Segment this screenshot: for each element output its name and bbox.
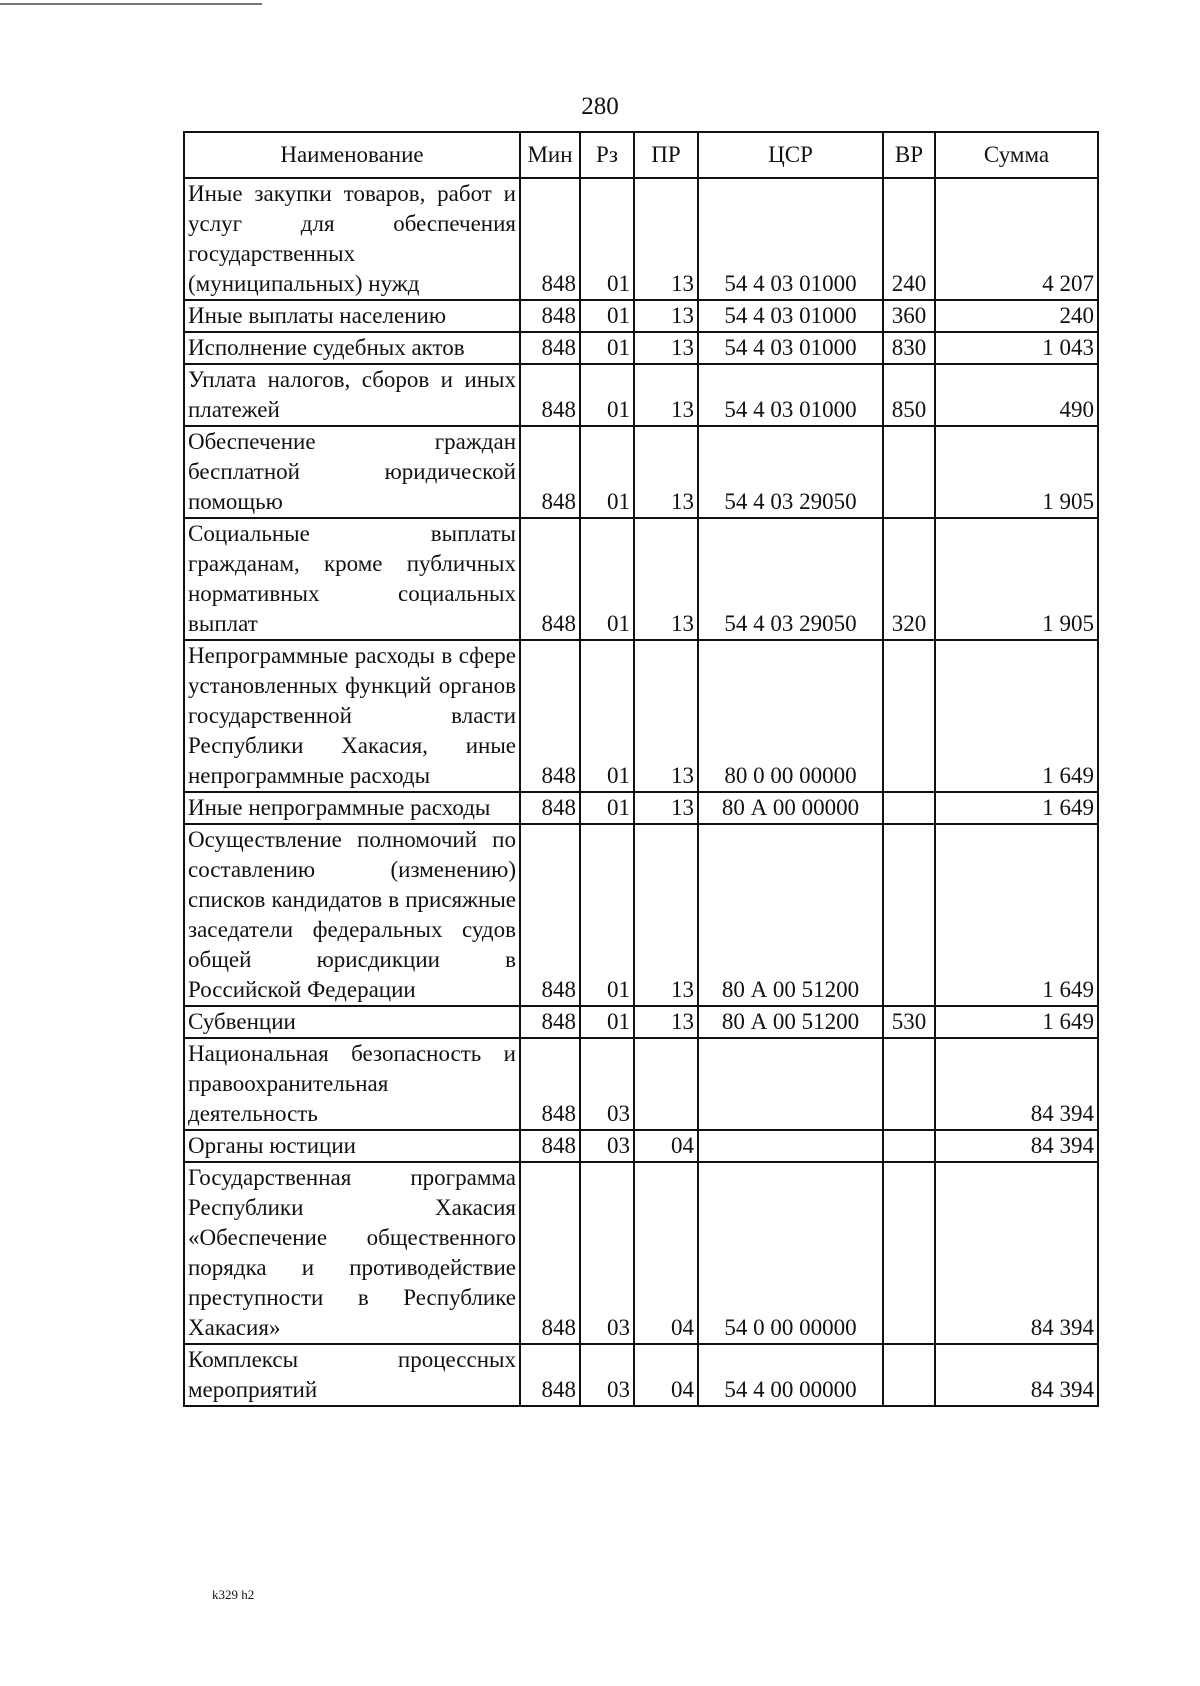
row-pr: 13: [634, 178, 698, 300]
row-csr: 80 0 00 00000: [698, 640, 883, 792]
table-row: [184, 332, 1098, 364]
row-name: Комплексы процессных мероприятий: [184, 1344, 520, 1406]
row-name: Социальные выплаты гражданам, кроме публичных нормативных социальных выплат: [184, 518, 520, 640]
row-rz: 01: [580, 824, 634, 1006]
row-vr: [883, 1162, 935, 1344]
row-sum: 84 394: [935, 1162, 1098, 1344]
table-row: [184, 426, 1098, 518]
header-rz: Рз: [580, 132, 634, 178]
row-rz: 01: [580, 300, 634, 332]
row-csr: 54 4 00 00000: [698, 1344, 883, 1406]
table-row: [184, 364, 1098, 426]
row-csr: 54 4 03 01000: [698, 178, 883, 300]
footer-code: k329 h2: [212, 1587, 255, 1602]
row-pr: 13: [634, 824, 698, 1006]
row-pr: 13: [634, 426, 698, 518]
header-sum: Сумма: [935, 132, 1098, 178]
row-rz: 01: [580, 792, 634, 824]
header-name: Наименование: [184, 132, 520, 178]
row-csr: 80 А 00 51200: [698, 1006, 883, 1038]
row-vr: [883, 1130, 935, 1162]
table-row: [184, 792, 1098, 824]
table-row: [184, 178, 1098, 300]
row-sum: 4 207: [935, 178, 1098, 300]
row-sum: 1 043: [935, 332, 1098, 364]
row-min: 848: [520, 1038, 580, 1130]
table-row: [184, 1344, 1098, 1406]
row-rz: 01: [580, 364, 634, 426]
header-min: Мин: [520, 132, 580, 178]
row-pr: 13: [634, 518, 698, 640]
table-row: [184, 1162, 1098, 1344]
row-rz: 01: [580, 518, 634, 640]
row-rz: 01: [580, 640, 634, 792]
row-min: 848: [520, 178, 580, 300]
row-rz: 01: [580, 426, 634, 518]
row-min: 848: [520, 364, 580, 426]
row-pr: 13: [634, 792, 698, 824]
row-name: Исполнение судебных актов: [184, 332, 520, 364]
header-pr: ПР: [634, 132, 698, 178]
row-csr: 54 0 00 00000: [698, 1162, 883, 1344]
row-csr: 54 4 03 01000: [698, 364, 883, 426]
row-name: Осуществление полномочий по составлению (изменению) списков кандидатов в присяжные заседатели федеральных судов общей юрисдикции в Российской Федерации: [184, 824, 520, 1006]
row-rz: 03: [580, 1162, 634, 1344]
row-pr: [634, 1038, 698, 1130]
row-rz: 01: [580, 178, 634, 300]
row-vr: [883, 640, 935, 792]
page-number: 280: [581, 93, 619, 120]
table-body: [184, 178, 1098, 1406]
row-vr: 850: [883, 364, 935, 426]
row-name: Обеспечение граждан бесплатной юридической помощью: [184, 426, 520, 518]
row-min: 848: [520, 824, 580, 1006]
row-csr: 54 4 03 01000: [698, 332, 883, 364]
row-min: 848: [520, 1162, 580, 1344]
row-sum: 490: [935, 364, 1098, 426]
table-row: [184, 1038, 1098, 1130]
row-min: 848: [520, 640, 580, 792]
row-pr: 04: [634, 1130, 698, 1162]
row-pr: 13: [634, 364, 698, 426]
row-vr: [883, 792, 935, 824]
table-row: [184, 640, 1098, 792]
table-row: [184, 1006, 1098, 1038]
row-vr: 240: [883, 178, 935, 300]
table-row: [184, 1130, 1098, 1162]
row-name: Уплата налогов, сборов и иных платежей: [184, 364, 520, 426]
row-name: Субвенции: [184, 1006, 520, 1038]
row-name: Органы юстиции: [184, 1130, 520, 1162]
row-min: 848: [520, 1344, 580, 1406]
row-pr: 04: [634, 1344, 698, 1406]
row-pr: 13: [634, 300, 698, 332]
row-sum: 1 649: [935, 1006, 1098, 1038]
row-sum: 84 394: [935, 1038, 1098, 1130]
row-pr: 13: [634, 640, 698, 792]
row-csr: [698, 1038, 883, 1130]
header-row: [184, 132, 1098, 178]
header-vr: ВР: [883, 132, 935, 178]
table-row: [184, 518, 1098, 640]
row-csr: 54 4 03 29050: [698, 426, 883, 518]
row-min: 848: [520, 332, 580, 364]
table-header: [184, 132, 1098, 178]
row-min: 848: [520, 1130, 580, 1162]
header-csr: ЦСР: [698, 132, 883, 178]
row-csr: 80 А 00 51200: [698, 824, 883, 1006]
row-csr: 80 А 00 00000: [698, 792, 883, 824]
budget-table: [183, 131, 1099, 1407]
row-name: Иные закупки товаров, работ и услуг для обеспечения государственных (муниципальных) нужд: [184, 178, 520, 300]
row-name: Иные непрограммные расходы: [184, 792, 520, 824]
row-sum: 240: [935, 300, 1098, 332]
row-pr: 13: [634, 332, 698, 364]
row-vr: 830: [883, 332, 935, 364]
row-csr: [698, 1130, 883, 1162]
row-vr: [883, 1344, 935, 1406]
row-min: 848: [520, 300, 580, 332]
row-sum: 84 394: [935, 1130, 1098, 1162]
row-min: 848: [520, 1006, 580, 1038]
row-vr: 320: [883, 518, 935, 640]
row-rz: 03: [580, 1344, 634, 1406]
table-row: [184, 824, 1098, 1006]
row-pr: 04: [634, 1162, 698, 1344]
row-vr: [883, 1038, 935, 1130]
row-vr: [883, 824, 935, 1006]
row-rz: 03: [580, 1038, 634, 1130]
row-sum: 1 649: [935, 640, 1098, 792]
table-row: [184, 300, 1098, 332]
row-vr: [883, 426, 935, 518]
row-rz: 01: [580, 332, 634, 364]
row-name: Иные выплаты населению: [184, 300, 520, 332]
row-sum: 1 905: [935, 518, 1098, 640]
row-csr: 54 4 03 29050: [698, 518, 883, 640]
row-name: Государственная программа Республики Хакасия «Обеспечение общественного порядка и противодействие преступности в Республике Хакасия»: [184, 1162, 520, 1344]
row-name: Национальная безопасность и правоохранительная деятельность: [184, 1038, 520, 1130]
row-rz: 03: [580, 1130, 634, 1162]
row-min: 848: [520, 518, 580, 640]
row-name: Непрограммные расходы в сфере установленных функций органов государственной власти Республики Хакасия, иные непрограммные расходы: [184, 640, 520, 792]
row-sum: 84 394: [935, 1344, 1098, 1406]
row-min: 848: [520, 426, 580, 518]
scan-edge-rule: [0, 3, 262, 5]
row-sum: 1 905: [935, 426, 1098, 518]
row-csr: 54 4 03 01000: [698, 300, 883, 332]
row-min: 848: [520, 792, 580, 824]
row-vr: 530: [883, 1006, 935, 1038]
row-pr: 13: [634, 1006, 698, 1038]
row-vr: 360: [883, 300, 935, 332]
row-rz: 01: [580, 1006, 634, 1038]
row-sum: 1 649: [935, 824, 1098, 1006]
row-sum: 1 649: [935, 792, 1098, 824]
